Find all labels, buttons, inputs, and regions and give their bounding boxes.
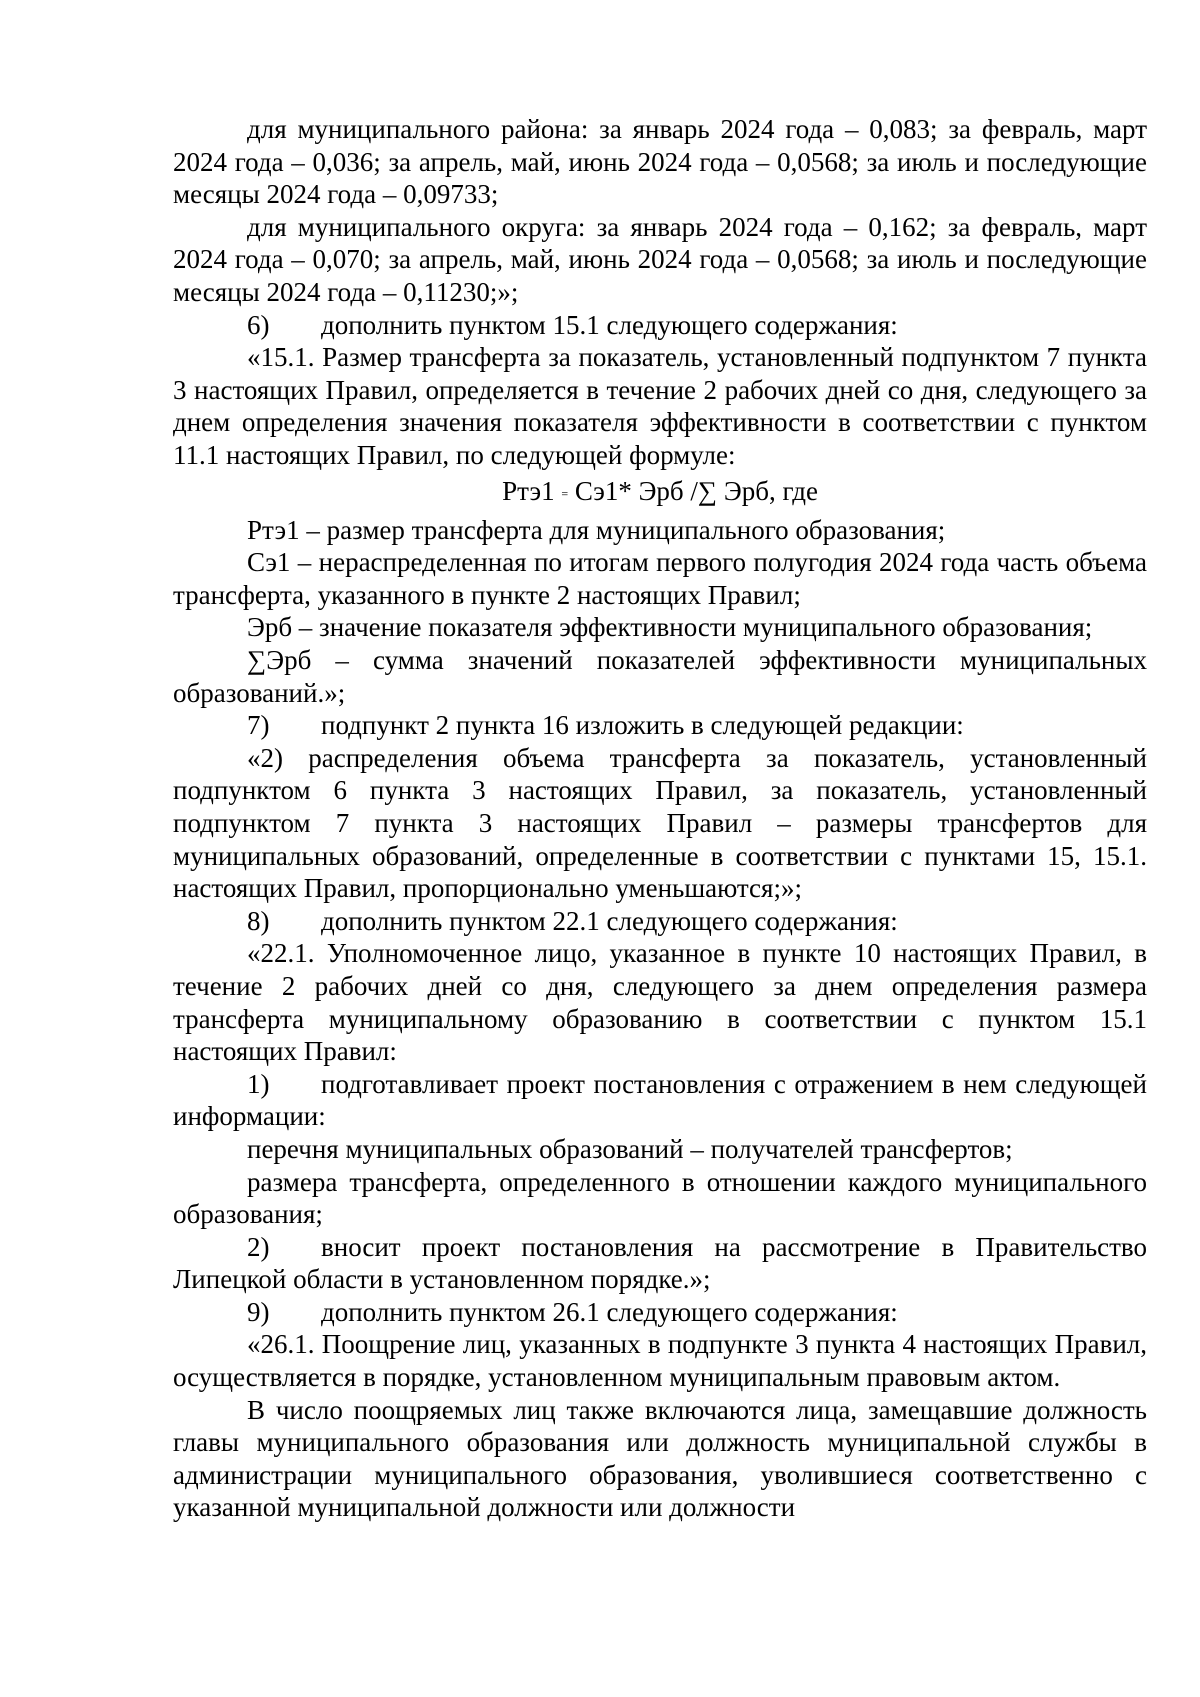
formula-equals: = (561, 486, 569, 501)
list-item-8 (173, 905, 1147, 938)
paragraph-22-1: «22.1. Уполномоченное лицо, указанное в пункте 10 настоящих Правил, в течение 2 рабочих дней со дня, следующего за днем определения размера трансферта муниципальному образованию в соответствии с пунктом 15.1 настоящих Правил: (173, 938, 1147, 1067)
definition-erb: Эрб – значение показателя эффективности муниципального образования; (247, 612, 1093, 643)
paragraph-subitem-2: «2) распределения объема трансферта за показатель, установленный подпунктом 6 пункта 3 настоящих Правил, за показатель, установленный подпунктом 7 пункта 3 настоящих Правил – размеры трансфертов для муниципальных образований, определенные в соответствии с пунктами 15, 15.1. настоящих Правил, пропорционально уменьшаются;»; (173, 742, 1147, 904)
list-item-text: подпункт 2 пункта 16 изложить в следующей редакции: (321, 710, 964, 741)
sub-item-1 (173, 1068, 1147, 1133)
formula-right: Сэ1* Эрб /∑ Эрб, где (574, 475, 818, 506)
definition-sum-erb: ∑Эрб – сумма значений показателей эффективности муниципальных образований.»; (173, 645, 1147, 708)
list-item-text: дополнить пунктом 22.1 следующего содержания: (321, 905, 898, 936)
list-item-number: 7) (247, 710, 270, 741)
paragraph-list-recipients: перечня муниципальных образований – получателей трансфертов; (247, 1133, 1013, 1164)
list-item-number: 2) (247, 1231, 270, 1262)
list-item-number: 6) (247, 309, 270, 340)
list-item-number: 9) (247, 1296, 270, 1327)
paragraph-transfer-size: размера трансферта, определенного в отношении каждого муниципального образования; (173, 1166, 1147, 1230)
paragraph-15-1: «15.1. Размер трансферта за показатель, установленный подпунктом 7 пункта 3 настоящих Правил, определяется в течение 2 рабочих дней со дня, следующего за днем определения значения показателя эффективности в соответствии с пунктом 11.1 настоящих Правил, по следующей формуле: (173, 342, 1147, 470)
sub-item-2 (173, 1231, 1147, 1296)
definition-rte1: Ртэ1 – размер трансферта для муниципального образования; (247, 514, 946, 545)
paragraph-26-1: «26.1. Поощрение лиц, указанных в подпункте 3 пункта 4 настоящих Правил, осуществляется в порядке, установленном муниципальным правовым актом. (173, 1329, 1147, 1393)
paragraph-incentivized-persons: В число поощряемых лиц также включаются лица, замещавшие должность главы муниципального образования или должность муниципальной службы в администрации муниципального образования, уволившиеся соответственно с указанной муниципальной должности или должности (173, 1394, 1147, 1523)
paragraph-municipal-district: для муниципального района: за январь 2024 года – 0,083; за февраль, март 2024 года – 0,036; за апрель, май, июнь 2024 года – 0,0568; за июль и последующие месяцы 2024 года – 0,09733; (173, 114, 1147, 210)
paragraph-municipal-okrug: для муниципального округа: за январь 2024 года – 0,162; за февраль, март 2024 года – 0,070; за апрель, май, июнь 2024 года – 0,0568; за июль и последующие месяцы 2024 года – 0,11230;»; (173, 211, 1147, 307)
list-item-text: дополнить пунктом 26.1 следующего содержания: (321, 1296, 898, 1327)
list-item-text: вносит проект постановления на рассмотрение в Правительство Липецкой области в установленном порядке.»; (173, 1231, 1147, 1295)
definition-se1: Сэ1 – нераспределенная по итогам первого полугодия 2024 года часть объема трансферта, указанного в пункте 2 настоящих Правил; (173, 547, 1147, 610)
formula-left: Ртэ1 (502, 475, 555, 506)
formula (173, 475, 1147, 510)
list-item-9 (173, 1296, 1147, 1329)
list-item-text: дополнить пунктом 15.1 следующего содержания: (321, 309, 898, 340)
list-item-number: 8) (247, 905, 270, 936)
document-body (173, 113, 1147, 1524)
list-item-number: 1) (247, 1068, 270, 1099)
list-item-7 (173, 709, 1147, 742)
list-item-text: подготавливает проект постановления с отражением в нем следующей информации: (173, 1068, 1147, 1132)
list-item-6 (173, 309, 1147, 342)
